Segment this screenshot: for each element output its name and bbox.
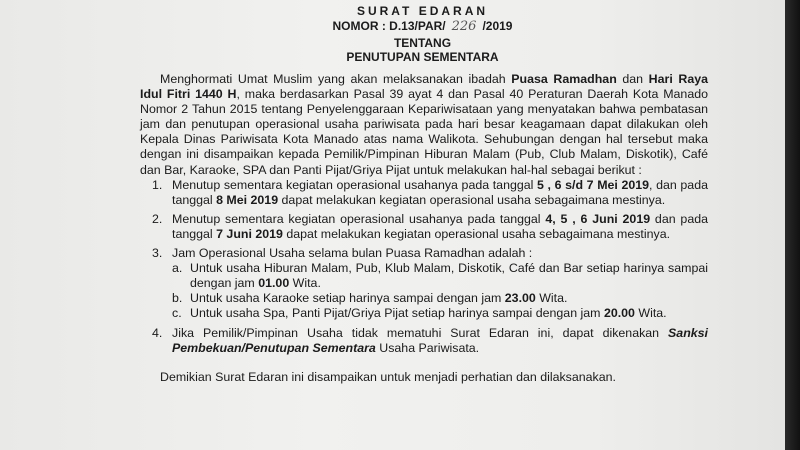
closing-paragraph: Demikian Surat Edaran ini disampaikan untuk menjadi perhatian dan dilaksanakan. xyxy=(160,369,616,384)
subitem-text: Wita. xyxy=(634,306,667,321)
intro-bold-1: Puasa Ramadhan xyxy=(511,72,617,86)
page-edge-shadow xyxy=(785,0,800,450)
item-number: 1. xyxy=(152,177,163,192)
item-text: Usaha Pariwisata. xyxy=(375,340,480,355)
list-item xyxy=(140,246,708,321)
subitem-bold: 23.00 xyxy=(504,291,536,306)
item-text: Menutup sementara kegiatan operasional usahanya pada tanggal xyxy=(172,211,546,226)
item-text: dan pada tanggal xyxy=(172,211,708,241)
intro-bold-2: Hari Raya Idul Fitri 1440 H xyxy=(140,72,709,102)
intro-text-1: Menghormati Umat Muslim yang akan melaksanakan ibadah xyxy=(160,72,512,86)
subitem-letter: a. xyxy=(172,261,183,276)
item-bold-italic: Sanksi Pembekuan/Penutupan Sementara xyxy=(172,325,708,355)
item-number: 3. xyxy=(152,246,163,261)
document-subject: PENUTUPAN SEMENTARA xyxy=(346,50,499,64)
sublist-item xyxy=(172,261,708,291)
sublist-item xyxy=(172,291,708,306)
intro-text-2: dan xyxy=(616,72,649,86)
number-suffix: /2019 xyxy=(482,19,513,33)
item-number: 2. xyxy=(152,211,163,226)
item-bold: 8 Mei 2019 xyxy=(216,192,279,207)
hours-sublist xyxy=(172,261,708,321)
item-bold: 7 Juni 2019 xyxy=(216,226,283,241)
list-item xyxy=(140,212,708,242)
about-label: TENTANG xyxy=(393,36,452,50)
subitem-text: Untuk usaha Spa, Panti Pijat/Griya Pijat setiap harinya sampai dengan jam xyxy=(190,306,604,321)
document-body xyxy=(140,72,708,385)
handwritten-number: 226 xyxy=(451,19,477,34)
item-text: Jam Operasional Usaha selama bulan Puasa Ramadhan adalah : xyxy=(172,246,533,261)
item-bold: 5 , 6 s/d 7 Mei 2019 xyxy=(537,177,650,192)
list-item xyxy=(140,326,708,356)
number-prefix: NOMOR : D.13/PAR/ xyxy=(332,19,446,33)
item-text: , dan pada tanggal xyxy=(172,177,708,207)
sublist-item xyxy=(172,306,708,321)
instruction-list xyxy=(140,178,708,356)
subitem-text: Untuk usaha Hiburan Malam, Pub, Klub Malam, Diskotik, Café dan Bar setiap harinya sampai dengan jam xyxy=(190,261,708,291)
item-text: dapat melakukan kegiatan operasional usaha sebagaimana mestinya. xyxy=(282,226,671,241)
document-number xyxy=(30,19,785,34)
list-item xyxy=(140,178,708,208)
item-bold: 4, 5 , 6 Juni 2019 xyxy=(545,211,651,226)
subitem-bold: 01.00 xyxy=(258,276,290,291)
subitem-bold: 20.00 xyxy=(603,306,635,321)
subitem-text: Wita. xyxy=(289,276,321,291)
subitem-letter: b. xyxy=(172,291,183,306)
item-number: 4. xyxy=(152,325,163,340)
item-text: dapat melakukan kegiatan operasional usaha sebagaimana mestinya. xyxy=(278,192,666,207)
subitem-text: Untuk usaha Karaoke setiap harinya sampai dengan jam xyxy=(190,291,505,306)
intro-paragraph xyxy=(140,72,708,178)
intro-text-3: , maka berdasarkan Pasal 39 ayat 4 dan Pasal 40 Peraturan Daerah Kota Manado Nomor 2 Tahun 2015 tentang Penyelenggaraan Kepariwisataan yang menyatakan bahwa pembatasan jam dan penutupan operasional usaha pariwisata pada hari besar keagamaan dapat dilakukan oleh Kepala Dinas Pariwisata Kota Manado atas nama Walikota. Sehubungan dengan hal tersebut maka dengan ini disampaikan kepada Pemilik/Pimpinan Hiburan Malam (Pub, Club Malam, Diskotik), Café dan Bar, Karaoke, SPA dan Panti Pijat/Griya Pijat untuk melakukan hal-hal sebagai berikut : xyxy=(140,87,708,177)
item-text: Jika Pemilik/Pimpinan Usaha tidak mematuhi Surat Edaran ini, dapat dikenakan xyxy=(172,325,669,340)
document-title: SURAT EDARAN xyxy=(356,4,489,18)
subitem-text: Wita. xyxy=(535,291,568,306)
item-text: Menutup sementara kegiatan operasional usahanya pada tanggal xyxy=(172,177,538,192)
subitem-letter: c. xyxy=(172,306,182,321)
